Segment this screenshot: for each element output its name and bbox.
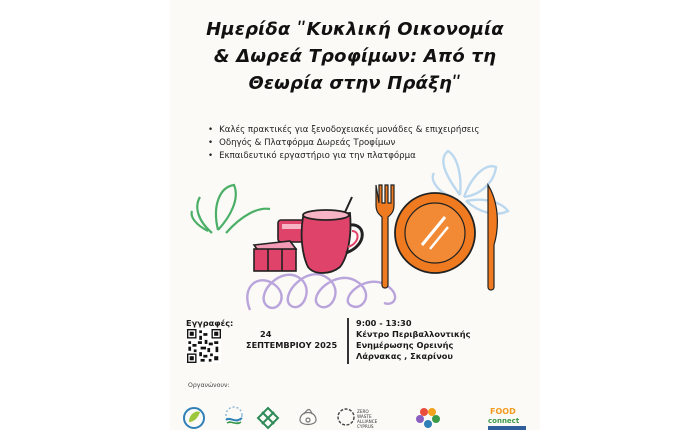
- qr-code-icon[interactable]: [187, 329, 221, 363]
- title-line-2: & Δωρεά Τροφίμων: Από τη: [213, 46, 497, 67]
- event-day: 24: [260, 329, 272, 339]
- agenda-item: • Καλές πρακτικές για ξενοδοχειακές μονάδες & επιχειρήσεις: [208, 124, 538, 137]
- dessert-block-icon: [254, 241, 296, 271]
- svg-text:connect: connect: [488, 417, 520, 425]
- event-time: 9:00 - 13:30: [356, 318, 412, 328]
- svg-text:WASTE: WASTE: [357, 414, 372, 419]
- svg-text:ZERO: ZERO: [357, 409, 369, 414]
- event-month-year: ΣΕΠΤΕΜΒΡΙΟΥ 2025: [246, 340, 338, 350]
- organizers-label: Οργανώνουν:: [188, 382, 230, 389]
- wave-logo-icon: [226, 407, 242, 423]
- orange-plate-icon: [395, 193, 475, 273]
- venue-line-1: Κέντρο Περιβαλλοντικής: [356, 329, 471, 339]
- title-line-3: Θεωρία στην Πράξηʺ: [248, 73, 462, 94]
- agenda-item: • Εκπαιδευτικό εργαστήριο για την πλατφόρμα: [208, 150, 538, 163]
- agenda-item: • Οδηγός & Πλατφόρμα Δωρεάς Τροφίμων: [208, 137, 538, 150]
- circle-leaf-logo-icon: [184, 408, 204, 428]
- food-connect-logo-icon: [488, 407, 526, 430]
- event-date: [246, 329, 337, 351]
- fork-icon: [376, 185, 394, 288]
- knot-logo-icon: [258, 408, 278, 428]
- zero-waste-alliance-logo-icon: [338, 409, 378, 429]
- title-line-1: Ημερίδα ʺΚυκλική Οικονομία: [206, 19, 504, 40]
- svg-text:FOOD: FOOD: [490, 407, 516, 416]
- svg-text:CYPRUS: CYPRUS: [357, 424, 374, 429]
- poster-title: [170, 16, 540, 97]
- green-leaves-icon: [192, 185, 270, 233]
- venue-line-2: Ενημέρωσης Ορεινής: [356, 340, 454, 350]
- divider: [347, 318, 349, 364]
- lavender-scribble-icon: [247, 274, 395, 310]
- knife-icon: [488, 185, 497, 290]
- svg-text:ALLIANCE: ALLIANCE: [357, 419, 378, 424]
- colorful-heart-logo-icon: [416, 408, 440, 428]
- venue-line-3: Λάρνακας , Σκαρίνου: [356, 351, 453, 361]
- ornament-logo-icon: [300, 410, 316, 425]
- pink-mug-icon: [302, 210, 363, 273]
- event-venue: [356, 318, 470, 362]
- food-illustration: [190, 145, 520, 320]
- organizer-logos: [170, 398, 540, 430]
- registration-label: Εγγραφές:: [186, 318, 234, 328]
- event-poster: [170, 0, 540, 430]
